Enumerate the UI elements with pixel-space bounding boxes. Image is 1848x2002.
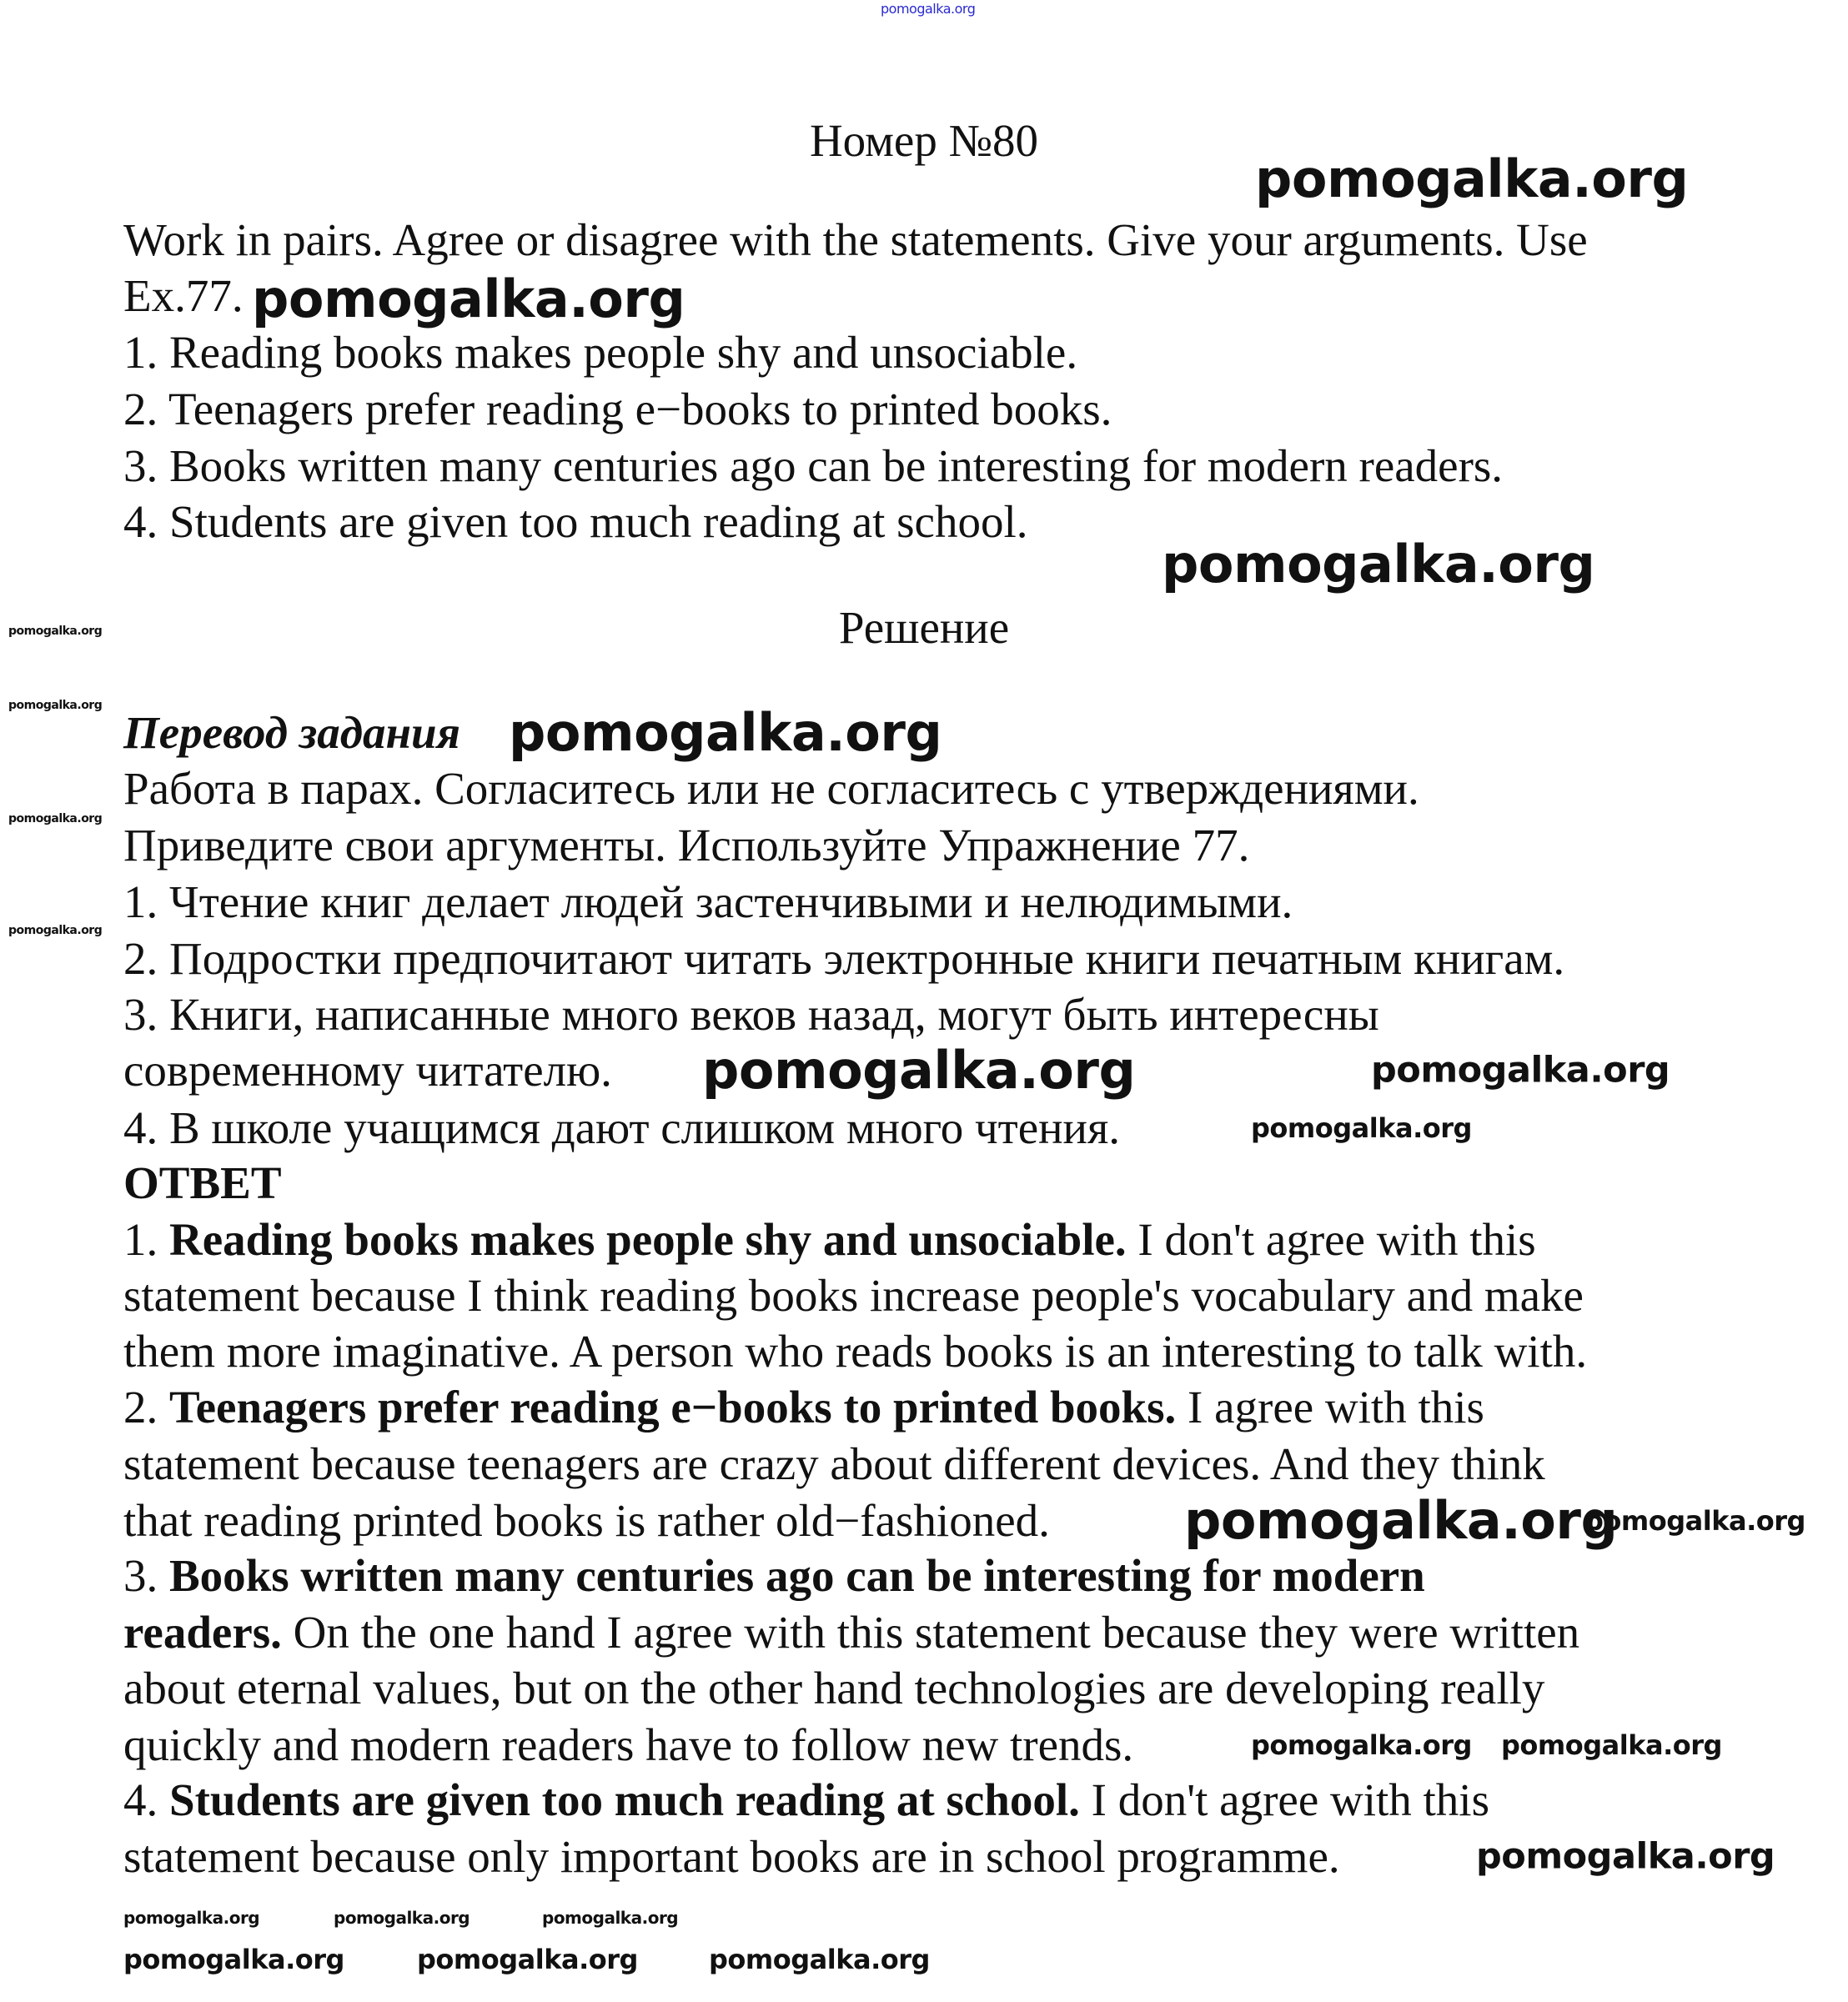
answer-text: 4.: [123, 1774, 169, 1825]
watermark: pomogalka.org: [881, 1, 976, 17]
task-line: 2. Teenagers prefer reading e−books to printed books.: [123, 384, 1112, 434]
answer-line: [123, 1773, 1489, 1828]
translation-line: Работа в парах. Согласитесь или не согласитесь с утверждениями.: [123, 763, 1419, 814]
translation-line: 1. Чтение книг делает людей застенчивыми и нелюдимыми.: [123, 876, 1293, 927]
task-line: 1. Reading books makes people shy and unsociable.: [123, 327, 1078, 378]
statement-bold-text: Books written many centuries ago can be interesting for modern: [169, 1550, 1425, 1601]
watermark: pomogalka.org: [123, 1944, 344, 1975]
answer-text: statement because only important books are in school programme.: [123, 1831, 1340, 1882]
watermark: pomogalka.org: [8, 699, 103, 712]
answer-text: On the one hand I agree with this statement because they were written: [281, 1607, 1580, 1658]
answer-line: [123, 1661, 1544, 1716]
answer-line: [123, 1268, 1584, 1323]
translation-line: современному читателю.: [123, 1045, 612, 1096]
answer-heading: ОТВЕТ: [123, 1157, 282, 1208]
answer-line: [123, 1212, 1536, 1267]
answer-text: I agree with this: [1176, 1382, 1484, 1433]
answer-text: 1.: [123, 1214, 169, 1265]
watermark: pomogalka.org: [8, 625, 103, 638]
watermark: pomogalka.org: [1251, 1112, 1472, 1144]
answer-text: I don't agree with this: [1126, 1214, 1536, 1265]
answer-line: [123, 1437, 1545, 1492]
watermark: pomogalka.org: [709, 1944, 930, 1975]
watermark: pomogalka.org: [1255, 148, 1689, 209]
answer-line: [123, 1493, 1050, 1548]
watermark: pomogalka.org: [8, 812, 103, 825]
answer-text: about eternal values, but on the other hand technologies are developing really: [123, 1663, 1545, 1713]
translation-line: Приведите свои аргументы. Используйте Упражнение 77.: [123, 820, 1250, 871]
answer-line: [123, 1548, 1425, 1603]
watermark: pomogalka.org: [123, 1908, 260, 1928]
watermark: pomogalka.org: [1371, 1049, 1670, 1091]
translation-line: 4. В школе учащимся дают слишком много чтения.: [123, 1102, 1121, 1153]
solution-heading: Решение: [838, 602, 1010, 653]
task-line: Work in pairs. Agree or disagree with the statements. Give your arguments. Use: [123, 214, 1588, 265]
watermark: pomogalka.org: [542, 1908, 679, 1928]
statement-bold-text: readers.: [123, 1607, 282, 1658]
watermark: pomogalka.org: [509, 702, 942, 763]
task-line: 4. Students are given too much reading at school.: [123, 496, 1028, 547]
answer-line: [123, 1605, 1579, 1660]
answer-line: [123, 1829, 1340, 1884]
answer-text: that reading printed books is rather old−fashioned.: [123, 1495, 1050, 1546]
watermark: pomogalka.org: [334, 1908, 470, 1928]
watermark: pomogalka.org: [417, 1944, 638, 1975]
watermark: pomogalka.org: [8, 924, 103, 937]
watermark: pomogalka.org: [702, 1040, 1136, 1101]
task-line: 3. Books written many centuries ago can be interesting for modern readers.: [123, 440, 1504, 491]
translation-heading: Перевод задания: [123, 707, 460, 758]
answer-text: them more imaginative. A person who reads books is an interesting to talk with.: [123, 1326, 1588, 1377]
watermark: pomogalka.org: [1584, 1505, 1805, 1537]
answer-line: [123, 1324, 1587, 1379]
watermark: pomogalka.org: [1501, 1729, 1722, 1761]
watermark: pomogalka.org: [252, 268, 685, 329]
answer-text: statement because teenagers are crazy about different devices. And they think: [123, 1438, 1545, 1489]
page-title: Номер №80: [809, 115, 1039, 166]
statement-bold-text: Reading books makes people shy and unsociable.: [169, 1214, 1127, 1265]
watermark: pomogalka.org: [1162, 534, 1595, 595]
translation-line: 3. Книги, написанные много веков назад, могут быть интересны: [123, 989, 1379, 1040]
answer-text: statement because I think reading books increase people's vocabulary and make: [123, 1270, 1584, 1321]
answer-text: 3.: [123, 1550, 169, 1601]
answer-text: I don't agree with this: [1079, 1774, 1489, 1825]
answer-text: quickly and modern readers have to follow new trends.: [123, 1719, 1134, 1770]
translation-line: 2. Подростки предпочитают читать электронные книги печатным книгам.: [123, 933, 1565, 984]
watermark: pomogalka.org: [1251, 1729, 1472, 1761]
task-line: Ex.77.: [123, 270, 244, 321]
answer-text: 2.: [123, 1382, 169, 1433]
watermark: pomogalka.org: [1476, 1835, 1775, 1878]
watermark: pomogalka.org: [1184, 1490, 1618, 1551]
answer-line: [123, 1380, 1484, 1435]
statement-bold-text: Teenagers prefer reading e−books to printed books.: [169, 1382, 1177, 1433]
answer-line: [123, 1718, 1133, 1773]
statement-bold-text: Students are given too much reading at school.: [169, 1774, 1080, 1825]
